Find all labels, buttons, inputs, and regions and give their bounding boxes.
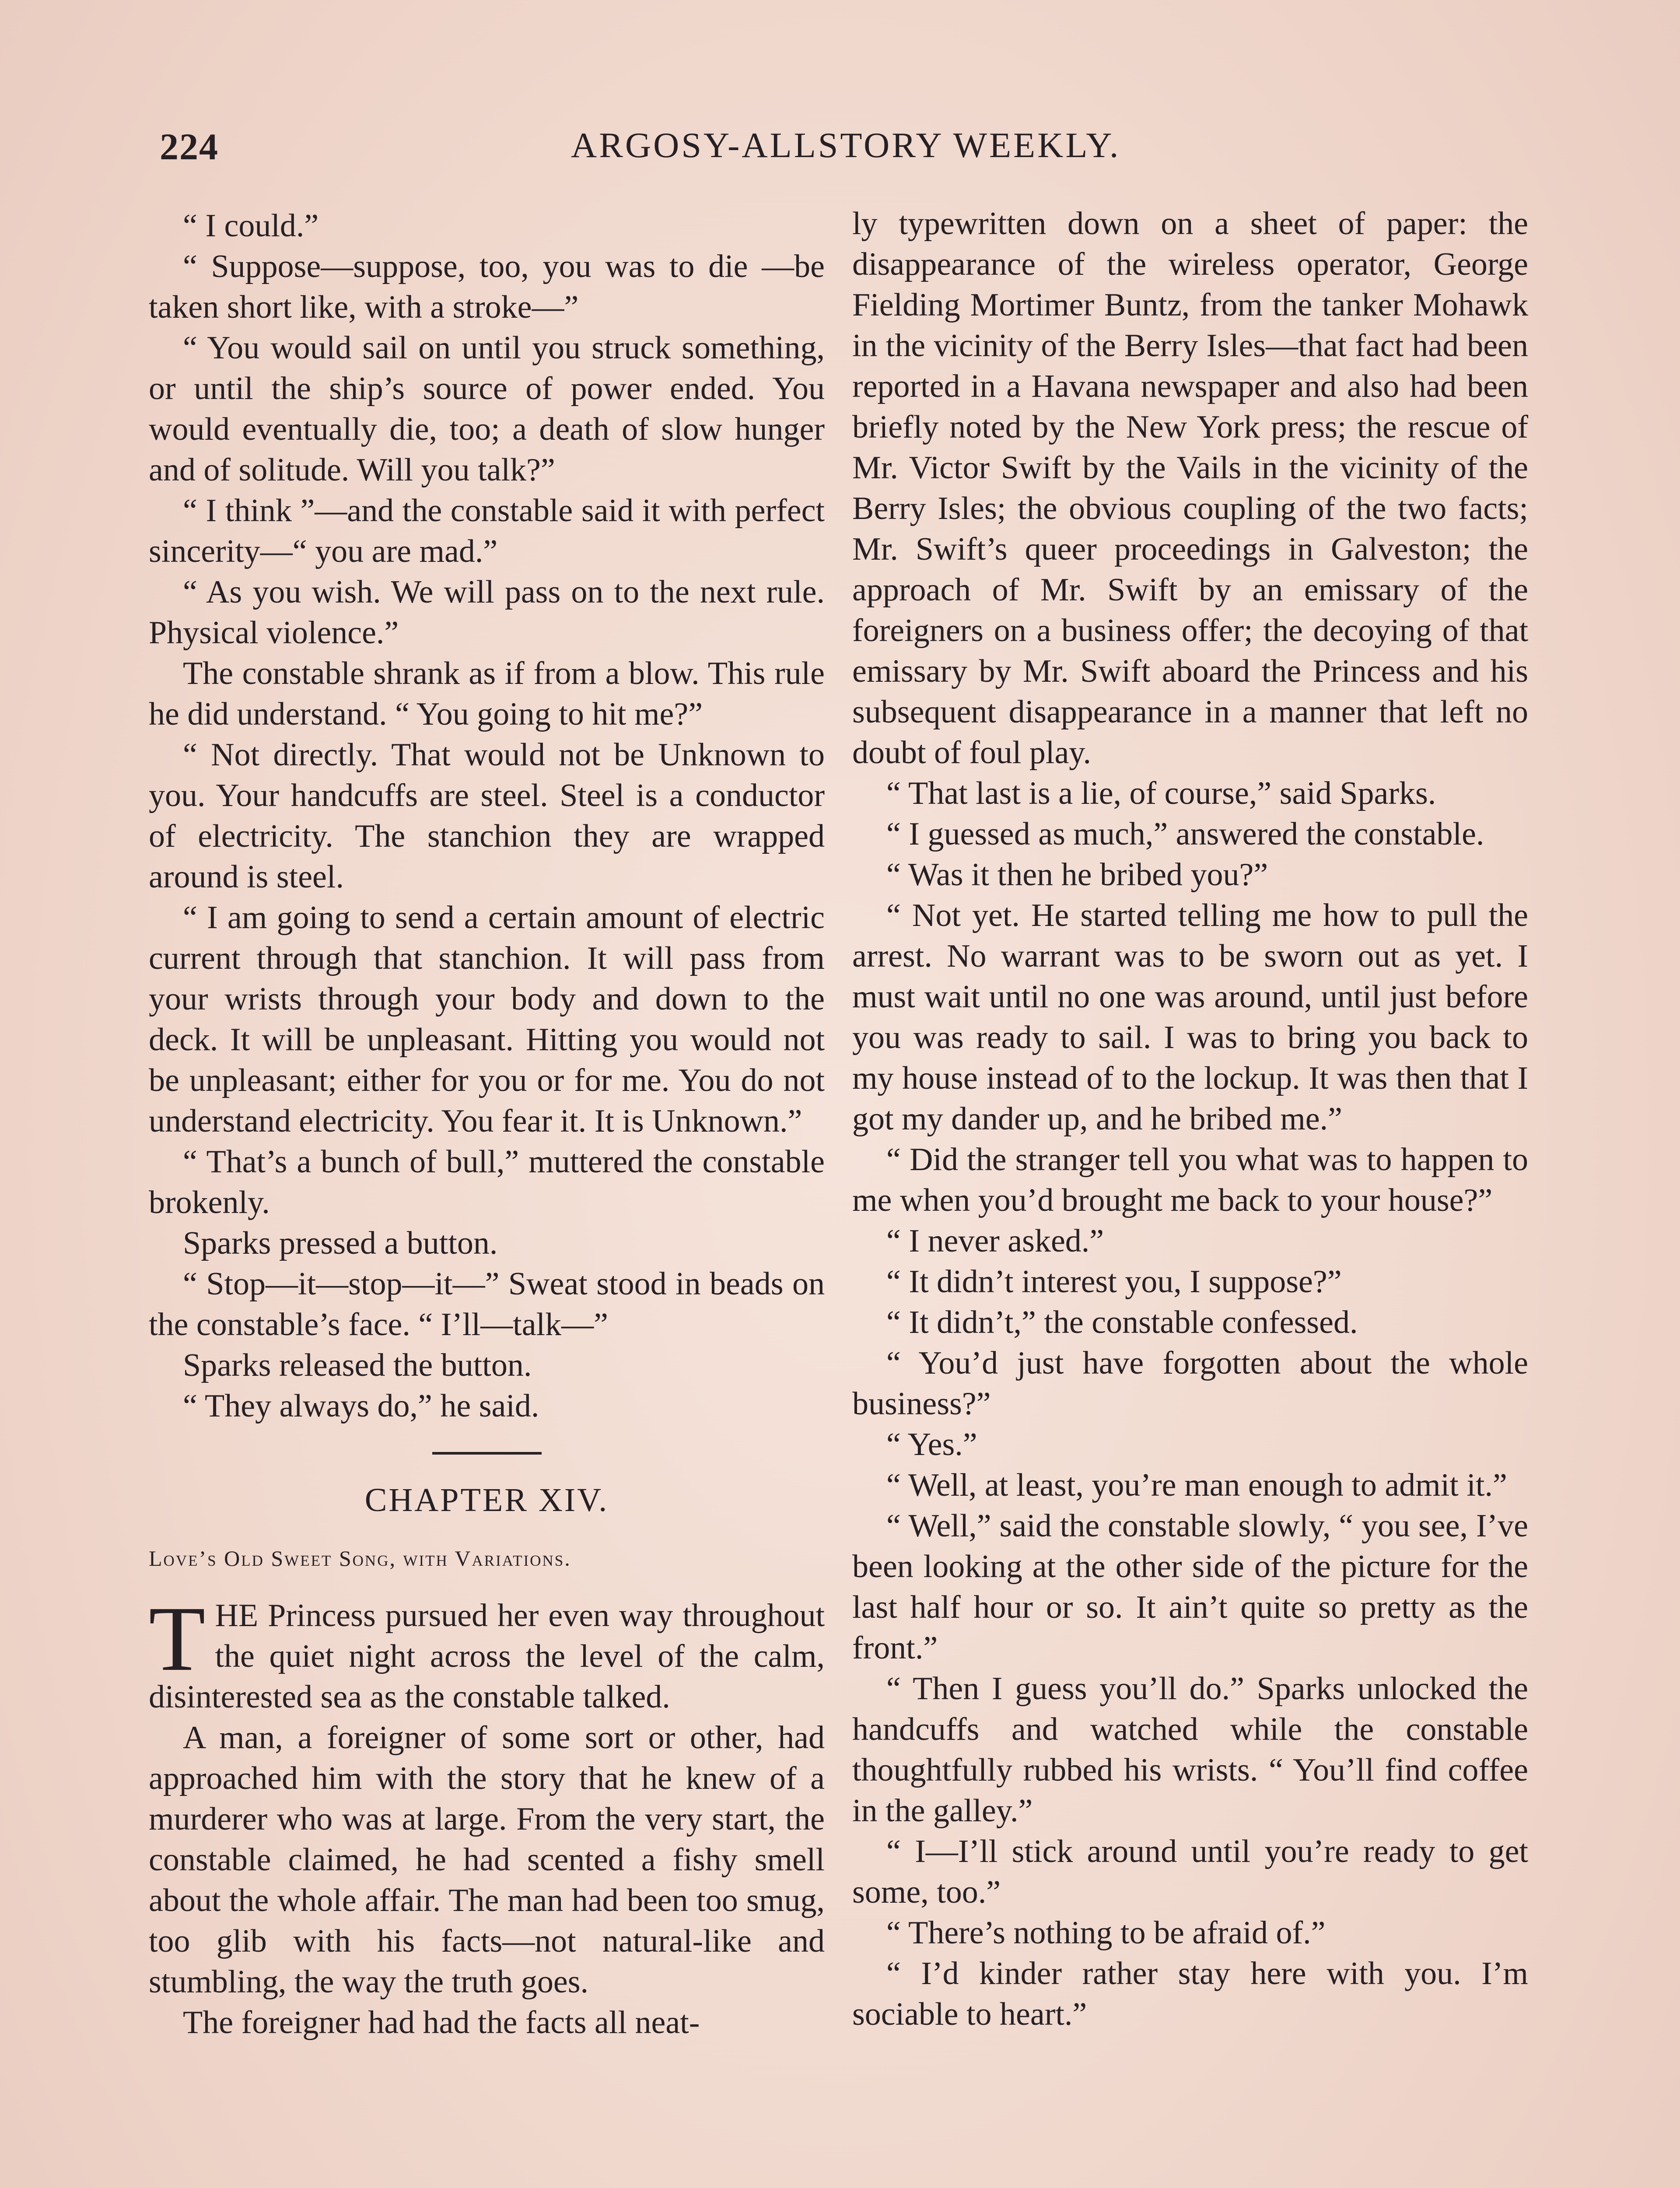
left-column-chapter-paragraphs — [149, 1718, 825, 2043]
paragraph: “ You would sail on until you struck something, or until the ship’s source of power ended. You would eventually die, too; a death of slow hunger and of solitude. Will you talk?” — [149, 330, 825, 488]
paragraph: “ Well, at least, you’re man enough to admit it.” — [886, 1467, 1507, 1503]
paragraph: “ It didn’t interest you, I suppose?” — [886, 1264, 1342, 1300]
running-head: ARGOSY-ALLSTORY WEEKLY. — [571, 125, 1121, 165]
chapter-opening-paragraph — [149, 1587, 825, 1718]
paragraph: “ Yes.” — [886, 1427, 977, 1462]
paragraph: “ I think ”—and the constable said it with perfect sincerity—“ you are mad.” — [149, 493, 825, 569]
paragraph: “ That last is a lie, of course,” said Sparks. — [886, 775, 1436, 811]
chapter-title: CHAPTER XIV. — [364, 1482, 609, 1518]
chapter-subtitle: Love’s Old Sweet Song, with Variations. — [149, 1546, 571, 1571]
page-header — [160, 125, 1529, 182]
drop-cap: T — [149, 1587, 206, 1690]
paragraph: “ You’d just have forgotten about the whole business?” — [852, 1345, 1528, 1422]
paragraph: “ Was it then he bribed you?” — [886, 857, 1268, 893]
paragraph: “ Suppose—suppose, too, you was to die —be taken short like, with a stroke—” — [149, 249, 825, 325]
paragraph: “ That’s a bunch of bull,” muttered the constable brokenly. — [149, 1144, 825, 1220]
paragraph: “ I’d kinder rather stay here with you. I’m sociable to heart.” — [852, 1956, 1528, 2032]
paragraph: “ Did the stranger tell you what was to happen to me when you’d brought me back to your house?” — [852, 1142, 1528, 1218]
paragraph: “ Not yet. He started telling me how to pull the arrest. No warrant was to be sworn out as yet. I must wait until no one was around, until just before you was ready to sail. I was to bring you back to my house instead of to the lockup. It was then that I got my dander up, and he bribed me.” — [852, 898, 1528, 1137]
paragraph: “ Then I guess you’ll do.” Sparks unlocked the handcuffs and watched while the constable thoughtfully rubbed his wrists. “ You’ll find coffee in the galley.” — [852, 1671, 1528, 1829]
drop-cap-rest: HE Princess pursued her even way throughout the quiet night across the level of the calm, disinterested sea as the constable talked. — [149, 1598, 825, 1715]
paragraph: “ Not directly. That would not be Unknown to you. Your handcuffs are steel. Steel is a conductor of electricity. The stanchion they are wrapped around is steel. — [149, 737, 825, 895]
paragraph: “ I could.” — [183, 208, 319, 244]
paragraph: “ I guessed as much,” answered the constable. — [886, 816, 1484, 852]
paragraph: “ They always do,” he said. — [183, 1388, 539, 1424]
right-column-paragraphs — [852, 773, 1528, 2035]
paragraph: “ Well,” said the constable slowly, “ you see, I’ve been looking at the other side of the picture for the last half hour or so. It ain’t quite so pretty as the front.” — [852, 1508, 1528, 1666]
left-column — [149, 206, 825, 2043]
paragraph: The constable shrank as if from a blow. This rule he did understand. “ You going to hit me?” — [149, 656, 825, 732]
paragraph: “ I am going to send a certain amount of electric current through that stanchion. It will pass from your wrists through your body and down to the deck. It will be unpleasant. Hitting you would not be unpleasant; either for you or for me. You do not understand electricity. You fear it. It is Unknown.” — [149, 900, 825, 1139]
continuation-paragraph: ly typewritten down on a sheet of paper: the disappearance of the wireless operator, George Fielding Mortimer Buntz, from the tanker Mohawk in the vicinity of the Berry Isles—that fact had been reported in a Havana newspaper and also had been briefly noted by the New York press; the rescue of Mr. Victor Swift by the Vails in the vicinity of the Berry Isles; the obvious coupling of the two facts; Mr. Swift’s queer proceedings in Galveston; the approach of Mr. Swift by an emissary of the foreigners on a business offer; the decoying of that emissary by Mr. Swift aboard the Princess and his subsequent disappearance in a manner that left no doubt of foul play. — [852, 206, 1528, 771]
section-rule — [432, 1452, 542, 1455]
paragraph: “ Stop—it—stop—it—” Sweat stood in beads on the constable’s face. “ I’ll—talk—” — [149, 1266, 825, 1343]
right-column — [852, 203, 1528, 2035]
paragraph: A man, a foreigner of some sort or other, had approached him with the story that he knew of a murderer who was at large. From the very start, the constable claimed, he had scented a fishy smell about the whole affair. The man had been too smug, too glib with his facts—not natural-like and stumbling, the way the truth goes. — [149, 1720, 825, 2000]
paragraph: “ I—I’ll stick around until you’re ready to get some, too.” — [852, 1834, 1528, 1910]
paragraph: “ It didn’t,” the constable confessed. — [886, 1304, 1358, 1340]
paragraph: “ There’s nothing to be afraid of.” — [886, 1915, 1326, 1951]
paragraph: Sparks released the button. — [183, 1347, 532, 1383]
paragraph: Sparks pressed a button. — [183, 1225, 498, 1261]
paragraph: “ As you wish. We will pass on to the next rule. Physical violence.” — [149, 574, 825, 651]
left-column-paragraphs — [149, 206, 825, 1427]
page-number: 224 — [160, 126, 219, 168]
paragraph: “ I never asked.” — [886, 1223, 1104, 1259]
paragraph: The foreigner had had the facts all neat- — [183, 2005, 700, 2041]
